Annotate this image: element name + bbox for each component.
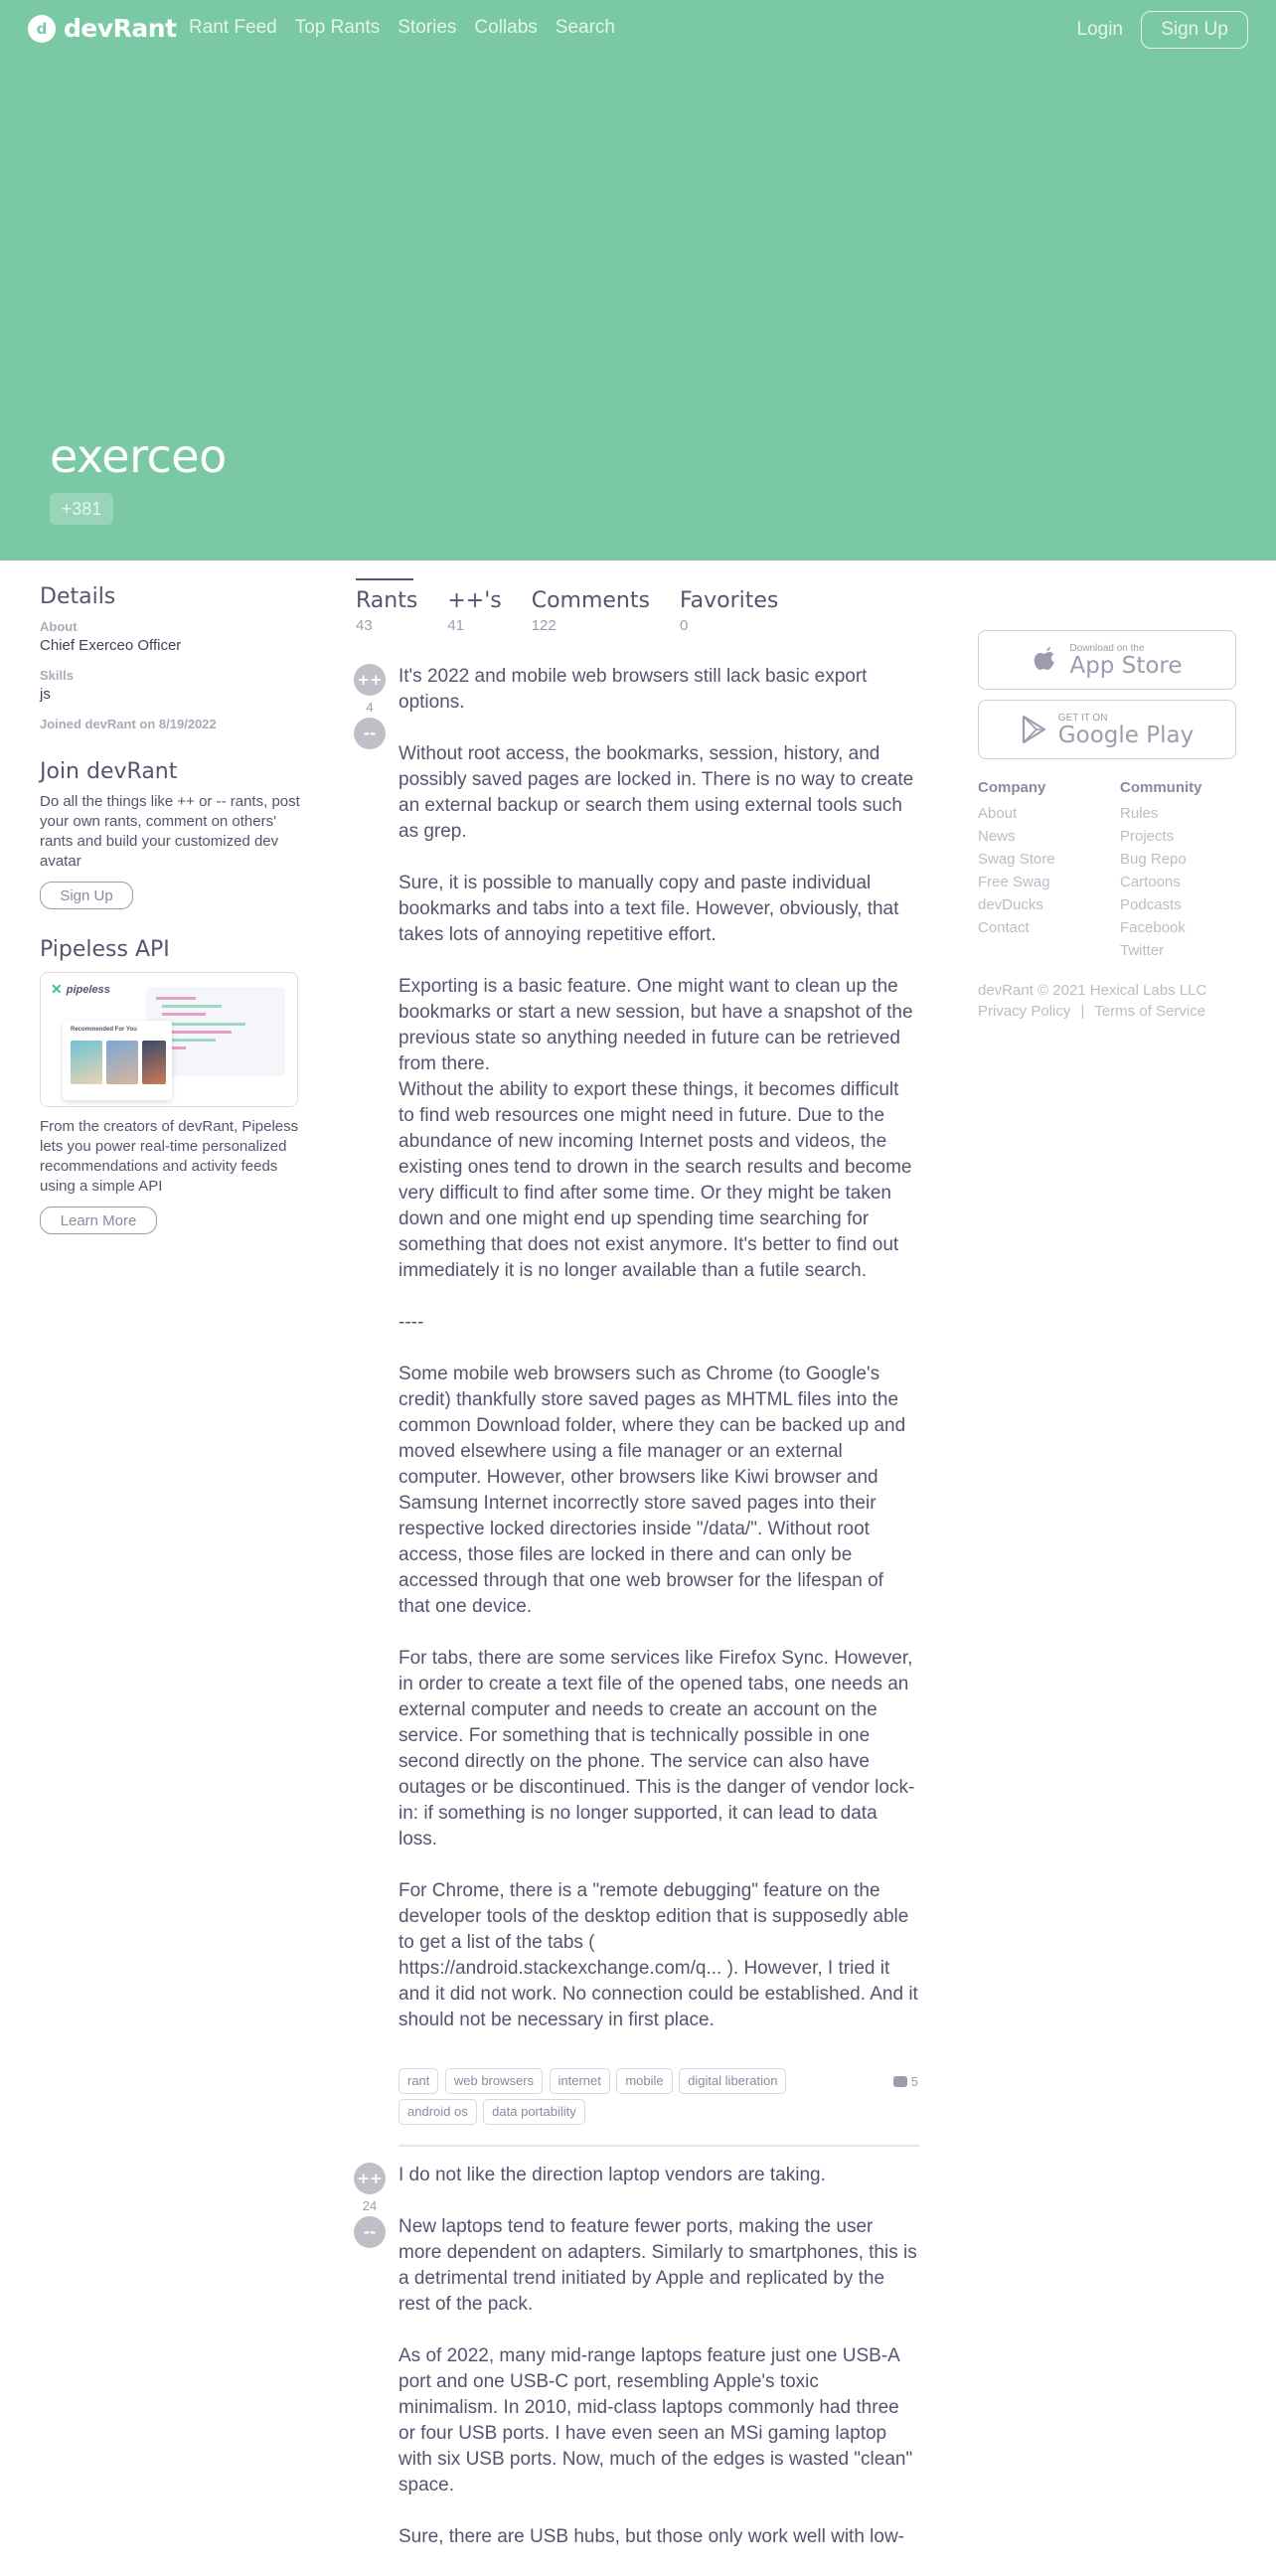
privacy-policy-link[interactable]: Privacy Policy [978,1003,1071,1020]
preview-image-1 [71,1041,102,1084]
downvote-button[interactable]: -- [354,2216,386,2248]
nav-rant-feed[interactable]: Rant Feed [189,17,277,38]
downvote-button[interactable]: -- [354,718,386,749]
tag-item[interactable]: web browsers [445,2068,543,2094]
footer-copyright-block [978,980,1206,1022]
upvote-button[interactable]: ++ [354,664,386,696]
preview-image-3 [142,1041,166,1084]
nav-collabs[interactable]: Collabs [474,17,538,38]
rant-paragraph: Exporting is a basic feature. One might want to clean up the bookmarks or start a new session, but have a snapshot of the previous state so anything needed in future can be retrieved from there. [399,976,918,1074]
brand-name: devRant [64,14,177,43]
tag-item[interactable]: data portability [483,2099,585,2125]
tab-favorites-label: Favorites [679,588,779,613]
footer-link-cartoons[interactable]: Cartoons [1120,874,1181,890]
rant-paragraph: ---- [399,1312,424,1333]
google-play-big-text: Google Play [1057,722,1195,748]
left-sidebar [40,584,300,1234]
rant-paragraph: Without the ability to export these things, it becomes difficult to find web resources one might need in future. Due to the abundance of new incoming Internet posts and videos, the existing ones tend to drown in the search results and become very difficult to find after some time. Or they might be taken down and one might end up spending time searching for something that does not exist anymore. It's better to find out immediately it is no longer available than a futile search. [399,1079,917,1281]
app-store-button[interactable] [978,630,1236,690]
recommendations-caption: Recommended For You [71,1027,137,1033]
tab-comments[interactable] [532,578,650,634]
app-store-small-text: Download on the [1069,642,1145,654]
footer-link-twitter[interactable]: Twitter [1120,942,1165,959]
preview-image-2 [106,1041,138,1084]
rant-tags [399,2068,866,2130]
signup-button[interactable]: Sign Up [1141,11,1248,49]
footer-link-projects[interactable]: Projects [1120,828,1175,845]
footer-link-swag-store[interactable]: Swag Store [978,851,1055,868]
footer-community-title: Community [1120,779,1202,796]
copyright-text: devRant © 2021 Hexical Labs LLC [978,982,1207,999]
terms-of-service-link[interactable]: Terms of Service [1094,1003,1206,1020]
footer-link-news[interactable]: News [978,828,1016,845]
vote-score: 24 [362,2198,378,2213]
rant-paragraph: For tabs, there are some services like Firefox Sync. However, in order to create a text file of the opened tabs, one needs an external computer and needs to create an account on the service. For something that is technically possible in one second directly on the phone. The service can also have outages or be discontinued. This is the danger of vendor lock-in: if something is no longer supported, it can lead to data loss. [399,1648,918,1850]
google-play-icon [1021,715,1048,744]
comment-count[interactable] [893,2074,918,2089]
profile-tabs [356,578,778,634]
footer-link-contact[interactable]: Contact [978,919,1030,936]
sidebar-signup-button[interactable]: Sign Up [40,882,133,909]
join-description: Do all the things like ++ or -- rants, post your own rants, comment on others' rants and build your customized dev avatar [40,793,300,870]
recommendations-preview [63,1021,172,1100]
skills-value: js [40,686,51,703]
footer-link-facebook[interactable]: Facebook [1120,919,1186,936]
pipeless-logo-text: pipeless [66,983,110,996]
tab-plusplus-count: 41 [447,617,465,634]
skills-label: Skills [40,668,74,683]
joined-date: Joined devRant on 8/19/2022 [40,717,217,731]
rant-paragraph: As of 2022, many mid-range laptops feature just one USB-A port and one USB-C port, resembling Apple's toxic minimalism. In 2010, mid-class laptops commonly had three or four USB ports. I have even seen an MSi gaming laptop with six USB ports. Now, much of the edges is wasted "clean" space. [399,2345,918,2496]
rant-paragraph: New laptops tend to feature fewer ports, making the user more dependent on adapters. Similarly to smartphones, this is a detrimental trend initiated by Apple and replicated by the rest of the pack. [399,2216,922,2315]
top-navigation [0,0,1276,60]
vote-controls [354,2163,386,2248]
tag-item[interactable]: digital liberation [679,2068,786,2094]
devrant-logo-icon: d [28,15,56,43]
nav-search[interactable]: Search [555,17,615,38]
tag-item[interactable]: internet [550,2068,610,2094]
footer-separator: | [1080,1003,1085,1020]
tab-rants-label: Rants [356,588,418,613]
tab-favorites-count: 0 [679,617,689,634]
rant-paragraph: It's 2022 and mobile web browsers still lack basic export options. [399,666,873,713]
join-title: Join devRant [40,759,178,784]
rant-card [354,2163,922,2552]
footer-link-podcasts[interactable]: Podcasts [1120,896,1182,913]
profile-banner [0,0,1276,561]
comment-bubble-icon [893,2076,907,2087]
nav-stories[interactable]: Stories [398,17,457,38]
tag-item[interactable]: android os [399,2099,477,2125]
profile-score-badge: +381 [50,493,113,525]
pipeless-card-logo [51,981,110,998]
footer-link-about[interactable]: About [978,805,1018,822]
login-link[interactable]: Login [1076,19,1123,40]
tag-item[interactable]: rant [399,2068,438,2094]
rant-paragraph: Without root access, the bookmarks, session, history, and possibly saved pages are locked in. There is no way to create an external backup or search them using external tools such as grep. [399,743,919,842]
devrant-logo[interactable] [28,14,177,43]
footer-link-bug-repo[interactable]: Bug Repo [1120,851,1187,868]
footer-company-title: Company [978,779,1046,796]
footer-company [978,779,1055,939]
rant-body[interactable] [399,664,924,2033]
details-title: Details [40,584,116,609]
rant-body[interactable] [399,2163,922,2576]
tab-rants[interactable] [356,578,417,634]
rant-divider [399,2145,919,2147]
learn-more-button[interactable]: Learn More [40,1207,157,1234]
tab-plusplus-label: ++'s [447,588,502,613]
about-label: About [40,619,78,634]
rant-paragraph: For Chrome, there is a "remote debugging" feature on the developer tools of the desktop edition that is supposedly able to get a list of the tabs ( https://android.stackexchange.com/q... ). However, I tried it and it did not work. No connection could be established. And it should not be necessary in first place. [399,1880,924,2030]
google-play-small-text: GET IT ON [1057,712,1108,724]
about-value: Chief Exerceo Officer [40,637,182,654]
apple-icon [1032,644,1059,676]
tab-comments-count: 122 [531,617,557,634]
app-store-big-text: App Store [1069,652,1183,679]
rant-paragraph: Sure, there are USB hubs, but those only work well with low- [399,2526,905,2547]
nav-top-rants[interactable]: Top Rants [294,17,381,38]
nav-links [189,17,615,39]
footer-community [1120,779,1202,962]
app-store-text [1069,643,1182,678]
pipeless-title: Pipeless API [40,937,170,962]
vote-controls [354,664,386,749]
rant-paragraph: Some mobile web browsers such as Chrome (to Google's credit) thankfully store saved pages as MHTML files into the common Download folder, where they can be backed up and moved elsewhere using a file manager or an external computer. However, other browsers like Kiwi browser and Samsung Internet incorrectly store saved pages into their respective locked directories inside "/data/". Without root access, those files are locked in there and can only be accessed through that one web browser for the lifespan of that one device. [399,1364,911,1617]
comment-count-value: 5 [910,2074,918,2089]
rant-paragraph: I do not like the direction laptop vendors are taking. [399,2165,826,2185]
google-play-button[interactable] [978,700,1236,759]
footer-link-devducks[interactable]: devDucks [978,896,1043,913]
pipeless-x-icon: ✕ [51,981,63,997]
auth-links [1077,11,1249,49]
tab-rants-count: 43 [356,617,373,634]
rant-card [354,664,924,2145]
tab-favorites[interactable] [680,578,778,634]
upvote-button[interactable]: ++ [354,2163,386,2194]
profile-username: exerceo [50,429,227,483]
footer-link-free-swag[interactable]: Free Swag [978,874,1050,890]
footer-link-rules[interactable]: Rules [1120,805,1159,822]
vote-score: 4 [366,700,374,715]
pipeless-promo-card[interactable] [40,972,298,1107]
rant-paragraph: Sure, it is possible to manually copy and paste individual bookmarks and tabs into a text file. However, obviously, that takes lots of annoying repetitive effort. [399,873,904,945]
tag-item[interactable]: mobile [616,2068,672,2094]
pipeless-description: From the creators of devRant, Pipeless lets you power real-time personalized recommendations and activity feeds using a simple API [40,1118,299,1195]
google-play-text [1058,713,1194,747]
tab-plusplus[interactable] [447,578,501,634]
tab-comments-label: Comments [531,588,650,613]
